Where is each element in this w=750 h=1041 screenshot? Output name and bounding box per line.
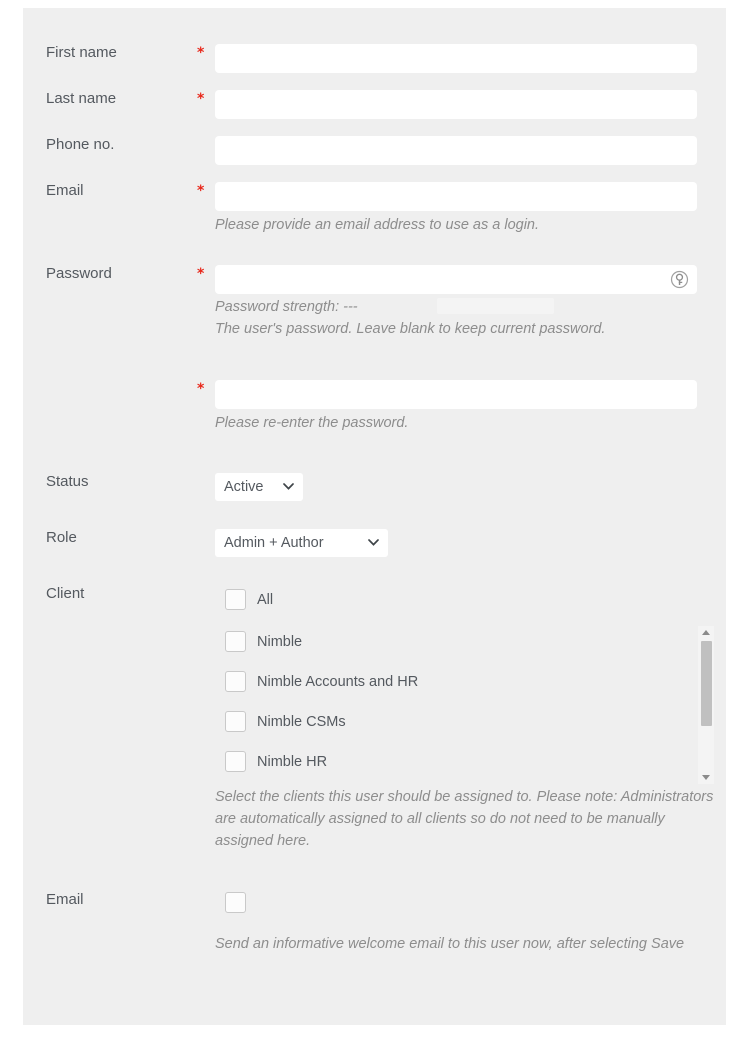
email-helper-text: Please provide an email address to use as a login. bbox=[215, 217, 540, 233]
status-select[interactable] bbox=[215, 473, 303, 501]
email-required-marker: * bbox=[197, 183, 205, 199]
client-checkbox-label: All bbox=[257, 592, 274, 608]
last-name-label: Last name bbox=[46, 90, 117, 107]
email-label: Email bbox=[46, 182, 84, 199]
scrollbar-thumb[interactable] bbox=[701, 641, 712, 726]
welcome-email-checkbox[interactable] bbox=[225, 892, 246, 913]
client-checkbox-nimble-csms[interactable] bbox=[225, 711, 246, 732]
password-input-wrapper bbox=[215, 265, 697, 294]
welcome-email-helper-text: Send an informative welcome email to this user now, after selecting Save bbox=[215, 936, 685, 952]
last-name-input[interactable] bbox=[215, 90, 697, 119]
welcome-email-label: Email bbox=[46, 891, 84, 908]
chevron-down-icon bbox=[283, 483, 294, 490]
client-helper-text: Select the clients this user should be assigned to. Please note: Administrators are automatically assigned to all clients so do not need to be manually assigned here. bbox=[215, 789, 714, 849]
client-checkbox-label: Nimble HR bbox=[257, 754, 328, 770]
user-form-panel bbox=[23, 8, 726, 1025]
last-name-required-marker: * bbox=[197, 91, 205, 107]
scroll-down-arrow-icon[interactable] bbox=[702, 775, 710, 780]
password-strength-label: Password strength: --- bbox=[215, 299, 358, 315]
client-label: Client bbox=[46, 585, 85, 602]
email-input[interactable] bbox=[215, 182, 697, 211]
client-checkbox-nimble-hr[interactable] bbox=[225, 751, 246, 772]
first-name-required-marker: * bbox=[197, 45, 205, 61]
first-name-label: First name bbox=[46, 44, 117, 61]
password-required-marker: * bbox=[197, 266, 205, 282]
first-name-input[interactable] bbox=[215, 44, 697, 73]
status-label: Status bbox=[46, 473, 89, 490]
role-select[interactable] bbox=[215, 529, 388, 557]
chevron-down-icon bbox=[368, 539, 379, 546]
password-helper-text: The user's password. Leave blank to keep current password. bbox=[215, 321, 606, 337]
password-label: Password bbox=[46, 265, 112, 282]
password-confirm-helper-text: Please re-enter the password. bbox=[215, 415, 409, 431]
client-list-scroll-region[interactable] bbox=[215, 626, 720, 784]
key-in-circle-icon[interactable] bbox=[670, 270, 689, 289]
client-checkbox-label: Nimble bbox=[257, 634, 303, 650]
client-checkbox-all[interactable] bbox=[225, 589, 246, 610]
role-selected-value: Admin + Author bbox=[224, 535, 324, 551]
status-selected-value: Active bbox=[224, 479, 264, 495]
client-checkbox-nimble[interactable] bbox=[225, 631, 246, 652]
phone-label: Phone no. bbox=[46, 136, 115, 153]
scroll-up-arrow-icon[interactable] bbox=[702, 630, 710, 635]
client-checkbox-label: Nimble CSMs bbox=[257, 714, 346, 730]
password-input[interactable] bbox=[215, 265, 697, 294]
password-confirm-input[interactable] bbox=[215, 380, 697, 409]
client-list-scrollbar[interactable] bbox=[698, 626, 714, 784]
role-label: Role bbox=[46, 529, 77, 546]
password-confirm-required-marker: * bbox=[197, 381, 205, 397]
phone-input[interactable] bbox=[215, 136, 697, 165]
client-checkbox-label: Nimble Accounts and HR bbox=[257, 674, 419, 690]
client-checkbox-nimble-accounts-and-hr[interactable] bbox=[225, 671, 246, 692]
